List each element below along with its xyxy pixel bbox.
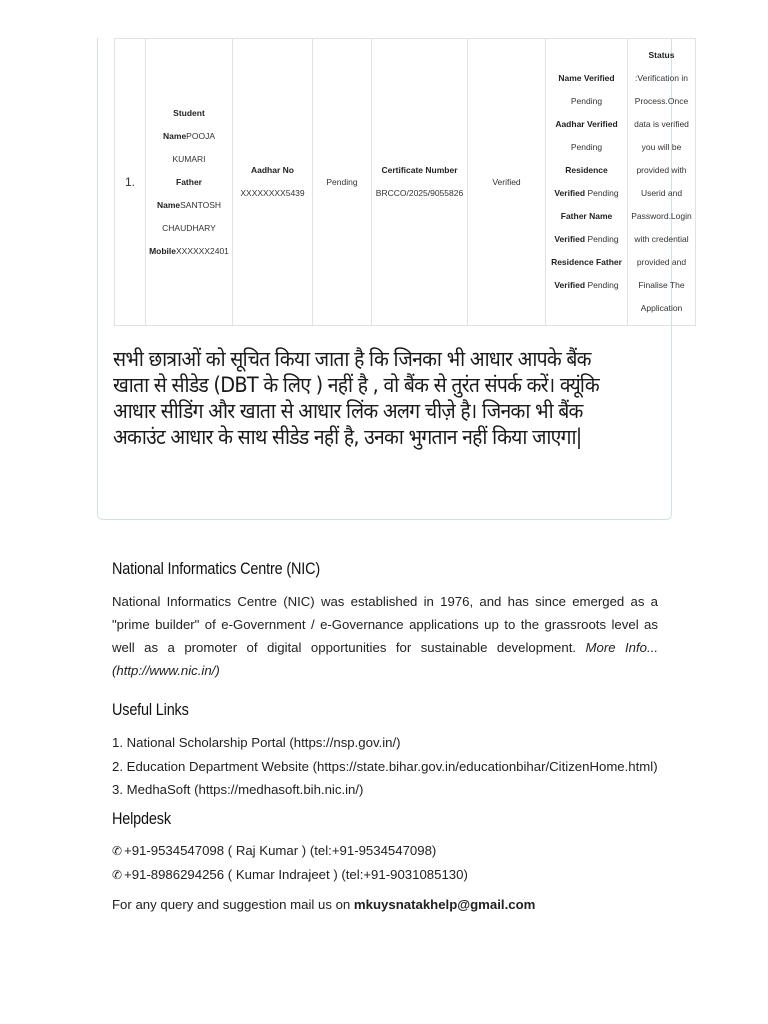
residence-father-verified-label: Residence Father Verified	[551, 257, 622, 290]
contact-text: +91-8986294256 ( Kumar Indrajeet ) (tel:+91-9031085130)	[124, 866, 468, 882]
aadhar-verified-value: Pending	[570, 142, 603, 152]
verification-details	[546, 39, 628, 326]
serial-number: 1.	[115, 39, 146, 326]
aadhar-label: Aadhar No	[251, 165, 294, 175]
helpdesk-contact[interactable]	[112, 863, 468, 887]
status-text: :Verification in Process.Once data is verified you will be provided with Userid and Password.Login with credential provided and Finalise The Application	[631, 73, 692, 313]
father-label: Father Name	[156, 176, 202, 210]
residence-verified-value: Pending	[587, 188, 619, 198]
more-info-link[interactable]: More Info... (http://www.nic.in/)	[112, 640, 658, 678]
useful-link-education[interactable]: 2. Education Department Website (https://state.bihar.gov.in/educationbihar/CitizenHome.html)	[112, 758, 658, 774]
student-name: POOJA KUMARI	[172, 130, 215, 164]
mobile-label: Mobile	[149, 245, 176, 256]
aadhar-number: XXXXXXXX5439	[240, 188, 305, 198]
nic-heading: National Informatics Centre (NIC)	[112, 559, 320, 578]
certificate-verified-status: Verified	[468, 39, 546, 326]
nic-description	[112, 590, 658, 682]
contact-text: +91-9534547098 ( Raj Kumar ) (tel:+91-9534547098)	[124, 843, 437, 858]
mail-prefix: For any query and suggestion mail us on	[112, 897, 354, 912]
aadhar-verified-label: Aadhar Verified	[555, 119, 618, 129]
mail-address[interactable]: mkuysnatakhelp@gmail.com	[353, 897, 536, 912]
status-label: Status	[648, 50, 675, 60]
status-cell	[628, 39, 696, 326]
table-row	[115, 39, 696, 326]
phone-icon: ✆	[112, 867, 123, 882]
helpdesk-heading: Helpdesk	[112, 809, 171, 828]
father-name: SANTOSH CHAUDHARY	[162, 199, 222, 233]
helpdesk-contact[interactable]	[112, 839, 468, 863]
aadhar-cell	[233, 39, 313, 326]
useful-links-list	[112, 731, 658, 802]
helpdesk-contacts	[112, 839, 468, 886]
application-status-table	[114, 38, 696, 326]
nic-text: National Informatics Centre (NIC) was established in 1976, and has since emerged as a "prime builder" of e-Government / e-Governance applications up to the grassroots level as well as a promoter of digital opportunities for sustainable development.	[112, 594, 658, 655]
student-details	[146, 39, 233, 326]
student-label: Student Name	[163, 107, 205, 141]
residence-father-verified-value: Pending	[587, 280, 619, 290]
father-verified-value: Pending	[587, 234, 619, 244]
useful-links-heading: Useful Links	[112, 700, 189, 719]
certificate-number: BRCCO/2025/9055826	[375, 188, 464, 198]
useful-link-medhasoft[interactable]: 3. MedhaSoft (https://medhasoft.bih.nic.in/)	[112, 782, 364, 797]
name-verified-value: Pending	[570, 96, 603, 106]
phone-icon: ✆	[112, 844, 123, 858]
query-mail	[112, 897, 535, 912]
useful-link-nsp[interactable]: 1. National Scholarship Portal (https://nsp.gov.in/)	[112, 735, 401, 750]
certificate-cell	[372, 39, 468, 326]
certificate-label: Certificate Number	[381, 165, 458, 175]
aadhar-pending-status: Pending	[313, 39, 372, 326]
residence-verified-label: Residence Verified	[554, 165, 608, 198]
father-verified-label: Father Name Verified	[554, 211, 613, 244]
name-verified-label: Name Verified	[558, 73, 615, 83]
mobile-number: XXXXXX2401	[175, 245, 229, 256]
hindi-notice: सभी छात्राओं को सूचित किया जाता है कि जिनका भी आधार आपके बैंक खाता से सीडेड (DBT के लिए ) नहीं है , वो बैंक से तुरंत संपर्क करें। क्यूंकि आधार सीडिंग और खाता से आधार लिंक अलग चीज़े है। जिनका भी बैंक अकाउंट आधार के साथ सीडेड नहीं है, उनका भुगतान नहीं किया जाएगा|	[113, 347, 600, 449]
